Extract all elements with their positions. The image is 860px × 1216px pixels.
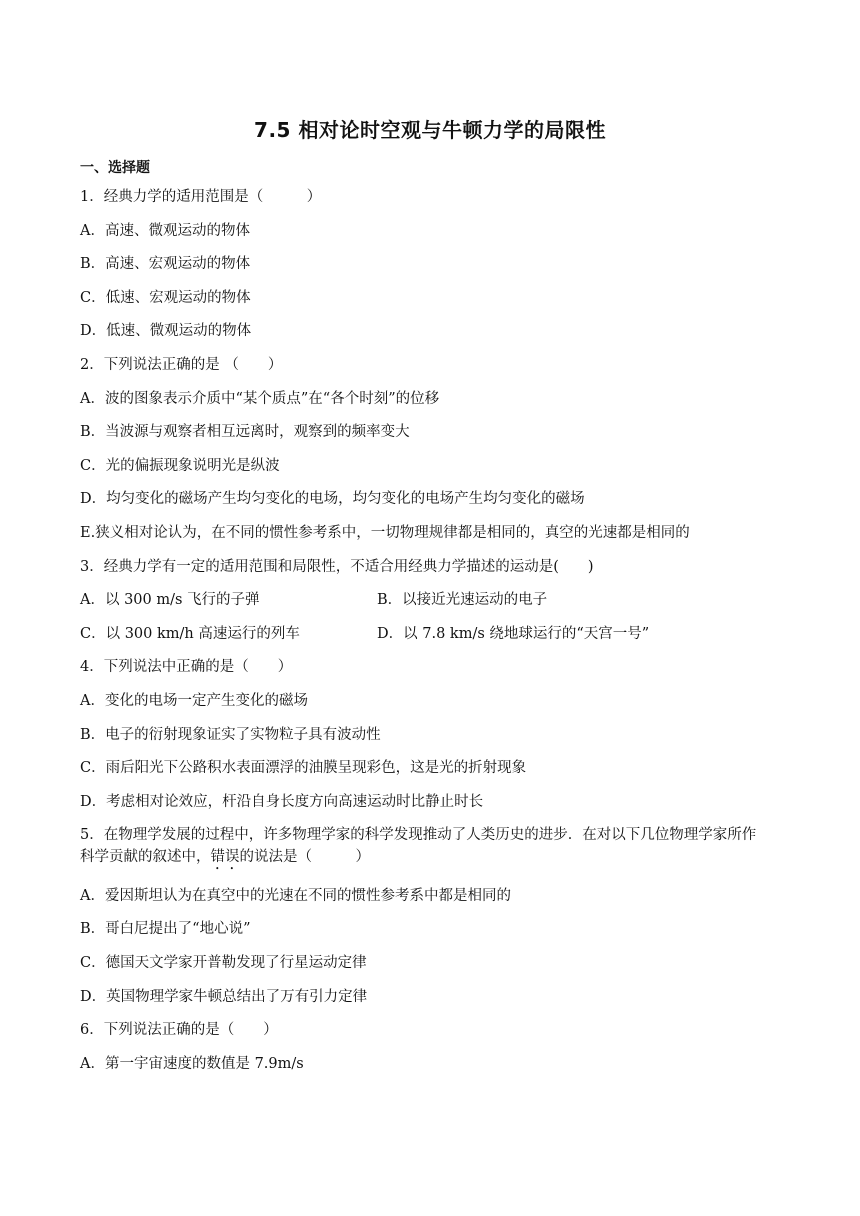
question-1-stem: 1．经典力学的适用范围是（ ） — [80, 189, 322, 205]
question-2-option-a: A．波的图象表示介质中“某个质点”在“各个时刻”的位移 — [80, 390, 440, 407]
question-5-stem-line-1: 5．在物理学发展的过程中，许多物理学家的科学发现推动了人类历史的进步．在对以下几位物理学家所作 — [80, 827, 757, 844]
question-4-option-d: D．考虑相对论效应，杆沿自身长度方向高速运动时比静止时长 — [80, 793, 484, 810]
question-3-option-c: C．以 300 km/h 高速运行的列车 — [80, 625, 300, 642]
question-5-option-c: C．德国天文学家开普勒发现了行星运动定律 — [80, 955, 367, 972]
question-3-option-a: A．以 300 m/s 飞行的子弹 — [80, 592, 260, 609]
question-6-stem: 6．下列说法正确的是（ ） — [80, 1022, 278, 1039]
question-list — [80, 186, 792, 1086]
question-5-stem-after: 的说法是（ ） — [239, 849, 370, 866]
question-4-option-a: A．变化的电场一定产生变化的磁场 — [80, 692, 308, 709]
question-3-option-d: D．以 7.8 km/s 绕地球运行的“天宫一号” — [377, 625, 650, 642]
question-1-option-b: B．高速、宏观运动的物体 — [80, 256, 251, 273]
question-6-option-a: A．第一宇宙速度的数值是 7.9m/s — [80, 1055, 304, 1072]
question-2-stem: 2．下列说法正确的是 （ ） — [80, 356, 283, 373]
question-3-stem: 3．经典力学有一定的适用范围和局限性，不适合用经典力学描述的运动是( ) — [80, 558, 594, 575]
section-heading: 一、选择题 — [80, 160, 150, 176]
question-5-option-a: A．爱因斯坦认为在真空中的光速在不同的惯性参考系中都是相同的 — [80, 887, 511, 904]
question-4-option-c: C．雨后阳光下公路积水表面漂浮的油膜呈现彩色，这是光的折射现象 — [80, 760, 527, 777]
question-3-option-b: B．以接近光速运动的电子 — [377, 592, 548, 609]
question-2-option-d: D．均匀变化的磁场产生均匀变化的电场，均匀变化的电场产生均匀变化的磁场 — [80, 491, 585, 508]
question-3-options-row-1 — [80, 589, 792, 611]
question-2-option-c: C．光的偏振现象说明光是纵波 — [80, 457, 280, 474]
question-5-stem-before: 科学贡献的叙述中， — [80, 849, 211, 866]
page-title: 7.5 相对论时空观与牛顿力学的局限性 — [254, 118, 606, 142]
question-5-stem-line-2 — [80, 846, 792, 873]
question-3-options-row-2 — [80, 623, 792, 645]
question-1-option-c: C．低速、宏观运动的物体 — [80, 289, 251, 306]
question-1-option-d: D．低速、微观运动的物体 — [80, 323, 252, 340]
question-5-option-b: B．哥白尼提出了“地心说” — [80, 921, 251, 938]
question-4-option-b: B．电子的衍射现象证实了实物粒子具有波动性 — [80, 726, 381, 743]
question-2-option-b: B．当波源与观察者相互远离时，观察到的频率变大 — [80, 424, 410, 441]
question-4-stem: 4．下列说法中正确的是（ ） — [80, 659, 293, 676]
emphasis-mark: 错误 — [210, 849, 240, 866]
question-5-option-d: D．英国物理学家牛顿总结出了万有引力定律 — [80, 988, 368, 1005]
question-1-option-a: A．高速、微观运动的物体 — [80, 222, 250, 239]
question-2-option-e: E.狭义相对论认为，在不同的惯性参考系中，一切物理规律都是相同的，真空的光速都是相同的 — [80, 524, 690, 541]
